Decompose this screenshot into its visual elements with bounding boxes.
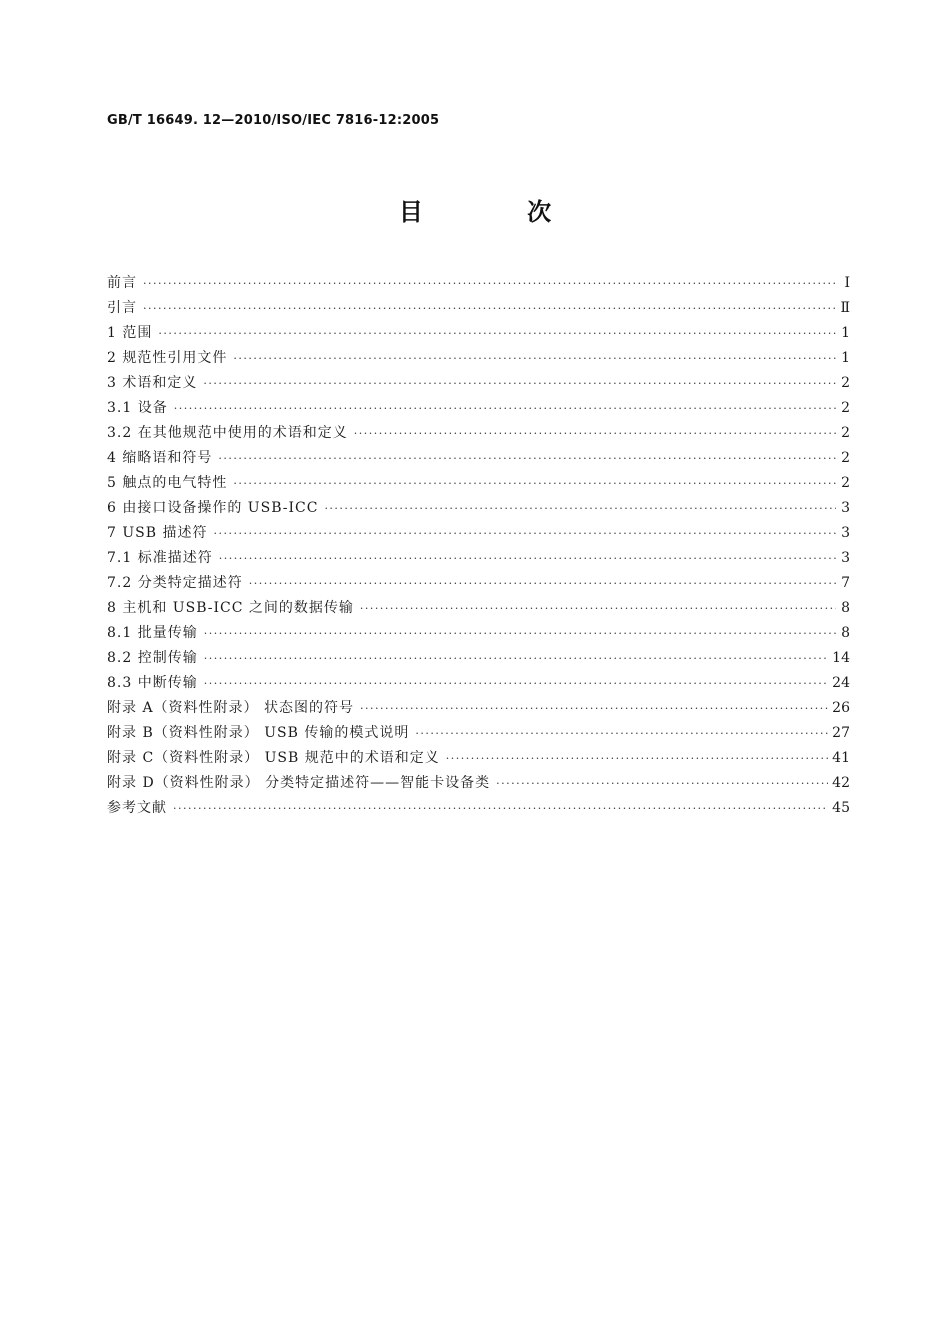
toc-dot-leader <box>219 546 836 571</box>
toc-entry[interactable] <box>107 696 850 721</box>
table-of-contents <box>107 271 850 821</box>
toc-entry-page-number: 2 <box>841 400 850 416</box>
toc-dot-leader <box>360 596 836 621</box>
toc-entry-page-number: 8 <box>841 625 850 641</box>
toc-entry-page-number: 3 <box>841 550 850 566</box>
toc-entry-page-number: 24 <box>832 675 850 691</box>
toc-entry-page-number: Ⅰ <box>844 275 850 291</box>
toc-entry-page-number: 1 <box>841 325 850 341</box>
toc-dot-leader <box>143 271 836 296</box>
toc-entry[interactable] <box>107 446 850 471</box>
toc-entry-label: 附录 B（资料性附录） USB 传输的模式说明 <box>107 725 410 741</box>
toc-dot-leader <box>249 571 836 596</box>
toc-entry-label: 8.2 控制传输 <box>107 650 198 666</box>
toc-entry-page-number: 1 <box>841 350 850 366</box>
toc-dot-leader <box>233 346 836 371</box>
toc-entry-label: 3.2 在其他规范中使用的术语和定义 <box>107 425 348 441</box>
toc-entry[interactable] <box>107 596 850 621</box>
toc-dot-leader <box>204 671 828 696</box>
toc-dot-leader <box>446 746 828 771</box>
toc-dot-leader <box>233 471 836 496</box>
toc-entry-page-number: 8 <box>841 600 850 616</box>
toc-dot-leader <box>174 396 836 421</box>
toc-entry[interactable] <box>107 296 850 321</box>
toc-entry-page-number: 2 <box>841 450 850 466</box>
toc-entry-page-number: 2 <box>841 375 850 391</box>
toc-entry[interactable] <box>107 521 850 546</box>
toc-dot-leader <box>204 621 836 646</box>
toc-dot-leader <box>324 496 836 521</box>
toc-entry-label: 2 规范性引用文件 <box>107 350 228 366</box>
page-title: 目 次 <box>398 198 600 226</box>
toc-entry[interactable] <box>107 671 850 696</box>
toc-entry[interactable] <box>107 421 850 446</box>
toc-dot-leader <box>158 321 836 346</box>
toc-entry-label: 3 术语和定义 <box>107 375 198 391</box>
toc-entry[interactable] <box>107 271 850 296</box>
standard-code-header: GB/T 16649. 12—2010/ISO/IEC 7816-12:2005 <box>107 113 440 128</box>
toc-entry-label: 附录 C（资料性附录） USB 规范中的术语和定义 <box>107 750 440 766</box>
toc-entry[interactable] <box>107 721 850 746</box>
toc-entry[interactable] <box>107 471 850 496</box>
toc-entry[interactable] <box>107 321 850 346</box>
toc-dot-leader <box>360 696 828 721</box>
toc-entry[interactable] <box>107 796 850 821</box>
toc-entry-page-number: 41 <box>832 750 850 766</box>
toc-entry-label: 附录 A（资料性附录） 状态图的符号 <box>107 700 355 716</box>
toc-entry-label: 7 USB 描述符 <box>107 525 208 541</box>
toc-entry-page-number: 3 <box>841 525 850 541</box>
toc-entry-page-number: 2 <box>841 425 850 441</box>
toc-entry-page-number: 45 <box>832 800 850 816</box>
toc-dot-leader <box>218 446 836 471</box>
toc-entry-page-number: 3 <box>841 500 850 516</box>
toc-entry-label: 5 触点的电气特性 <box>107 475 228 491</box>
toc-dot-leader <box>354 421 836 446</box>
toc-dot-leader <box>415 721 828 746</box>
toc-entry-page-number: 42 <box>832 775 850 791</box>
toc-entry-label: 参考文献 <box>107 800 167 816</box>
toc-entry[interactable] <box>107 396 850 421</box>
toc-entry[interactable] <box>107 646 850 671</box>
toc-entry-label: 8 主机和 USB-ICC 之间的数据传输 <box>107 600 354 616</box>
toc-entry[interactable] <box>107 496 850 521</box>
toc-entry[interactable] <box>107 746 850 771</box>
toc-entry-label: 1 范围 <box>107 325 153 341</box>
toc-dot-leader <box>143 296 836 321</box>
toc-entry-label: 附录 D（资料性附录） 分类特定描述符——智能卡设备类 <box>107 775 491 791</box>
toc-dot-leader <box>496 771 828 796</box>
toc-dot-leader <box>203 371 836 396</box>
toc-entry-page-number: 2 <box>841 475 850 491</box>
toc-entry[interactable] <box>107 571 850 596</box>
toc-entry-label: 引言 <box>107 300 137 316</box>
toc-entry-label: 7.1 标准描述符 <box>107 550 213 566</box>
toc-dot-leader <box>214 521 837 546</box>
toc-entry[interactable] <box>107 346 850 371</box>
toc-entry-page-number: 7 <box>841 575 850 591</box>
toc-entry-page-number: 14 <box>832 650 850 666</box>
toc-entry-page-number: 27 <box>832 725 850 741</box>
toc-entry[interactable] <box>107 771 850 796</box>
toc-entry-label: 7.2 分类特定描述符 <box>107 575 243 591</box>
toc-entry-page-number: 26 <box>832 700 850 716</box>
toc-dot-leader <box>204 646 828 671</box>
toc-dot-leader <box>173 796 828 821</box>
toc-entry-label: 8.3 中断传输 <box>107 675 198 691</box>
toc-entry[interactable] <box>107 621 850 646</box>
toc-entry-label: 4 缩略语和符号 <box>107 450 213 466</box>
toc-entry-label: 8.1 批量传输 <box>107 625 198 641</box>
toc-entry-label: 前言 <box>107 275 137 291</box>
toc-entry-page-number: Ⅱ <box>840 300 850 316</box>
toc-entry[interactable] <box>107 371 850 396</box>
toc-entry-label: 3.1 设备 <box>107 400 168 416</box>
toc-entry-label: 6 由接口设备操作的 USB-ICC <box>107 500 319 516</box>
toc-entry[interactable] <box>107 546 850 571</box>
